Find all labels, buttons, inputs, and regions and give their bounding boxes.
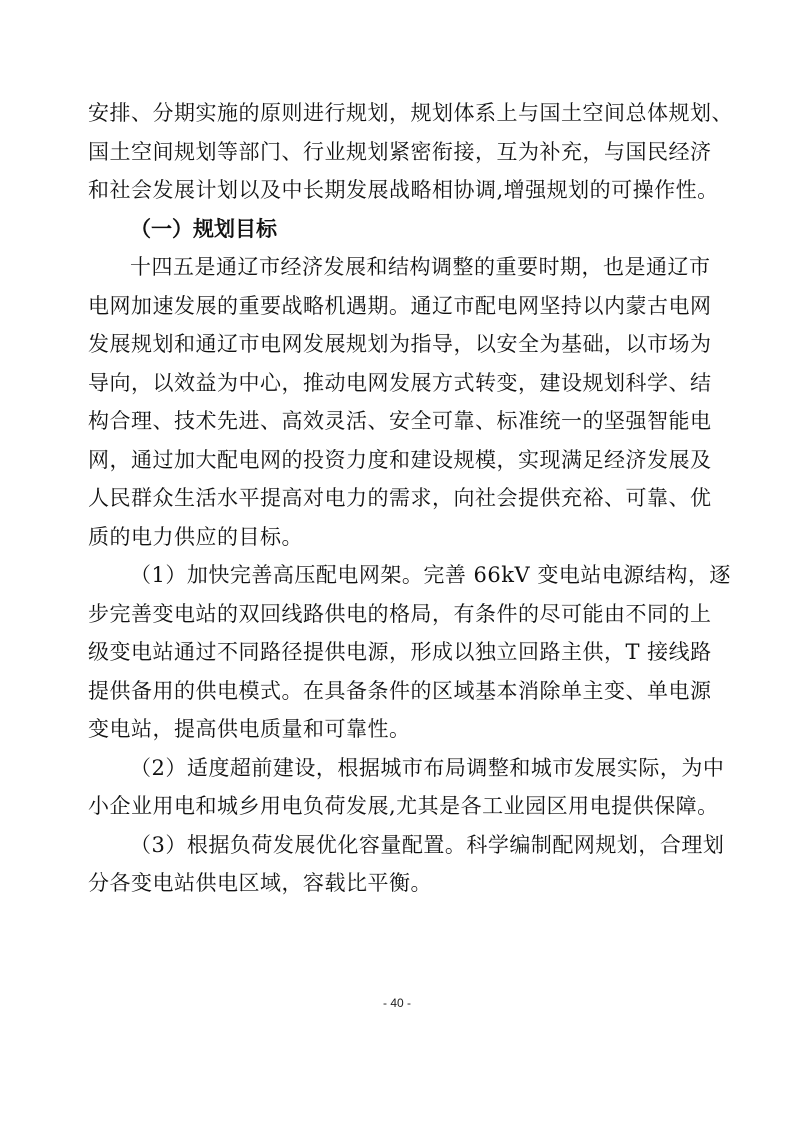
text-line: 构合理、技术先进、高效灵活、安全可靠、标准统一的坚强智能电 [88, 409, 712, 433]
text-line: 小企业用电和城乡用电负荷发展,尤其是各工业园区用电提供保障。 [88, 794, 719, 818]
list-item-1 [88, 556, 731, 749]
text-line: 国土空间规划等部门、行业规划紧密衔接，互为补充，与国民经济 [88, 139, 712, 164]
text-line: 提供备用的供电模式。在具备条件的区域基本消除单主变、单电源 [88, 678, 712, 703]
paragraph-continuation [88, 94, 733, 210]
text-line: 变电站，提高供电质量和可靠性。 [88, 717, 411, 741]
text-line: 安排、分期实施的原则进行规划，规划体系上与国土空间总体规划、 [88, 101, 733, 125]
paragraph-goal [88, 248, 712, 556]
document-page [88, 94, 733, 903]
text-line: 十四五是通辽市经济发展和结构调整的重要时期，也是通辽市 [130, 255, 711, 279]
page-number: - 40 - [382, 996, 411, 1010]
text-line: 分各变电站供电区域，容载比平衡。 [88, 871, 432, 895]
text-line: 质的电力供应的目标。 [88, 524, 303, 549]
text-line: 发展规划和通辽市电网发展规划为指导，以安全为基础，以市场为 [88, 332, 712, 356]
text-line: 导向，以效益为中心，推动电网发展方式转变，建设规划科学、结 [88, 370, 712, 395]
text-line: （3）根据负荷发展优化容量配置。科学编制配网规划，合理划 [130, 832, 725, 857]
text-line: 人民群众生活水平提高对电力的需求，向社会提供充裕、可靠、优 [88, 486, 712, 510]
text-line: 网，通过加大配电网的投资力度和建设规模，实现满足经济发展及 [88, 447, 712, 472]
text-line: （2）适度超前建设，根据城市布局调整和城市发展实际，为中 [130, 755, 725, 780]
text-line: 和社会发展计划以及中长期发展战略相协调,增强规划的可操作性。 [88, 178, 719, 202]
section-heading: （一）规划目标 [130, 216, 277, 241]
text-line: 级变电站通过不同路径提供电源，形成以独立回路主供，T 接线路 [88, 640, 712, 664]
text-line: 电网加速发展的重要战略机遇期。通辽市配电网坚持以内蒙古电网 [88, 293, 712, 318]
text-line: （1）加快完善高压配电网架。完善 66kV 变电站电源结构，逐 [130, 563, 731, 587]
list-item-3 [88, 826, 725, 903]
list-item-2 [88, 749, 725, 826]
text-line: 步完善变电站的双回线路供电的格局，有条件的尽可能由不同的上 [88, 601, 712, 626]
